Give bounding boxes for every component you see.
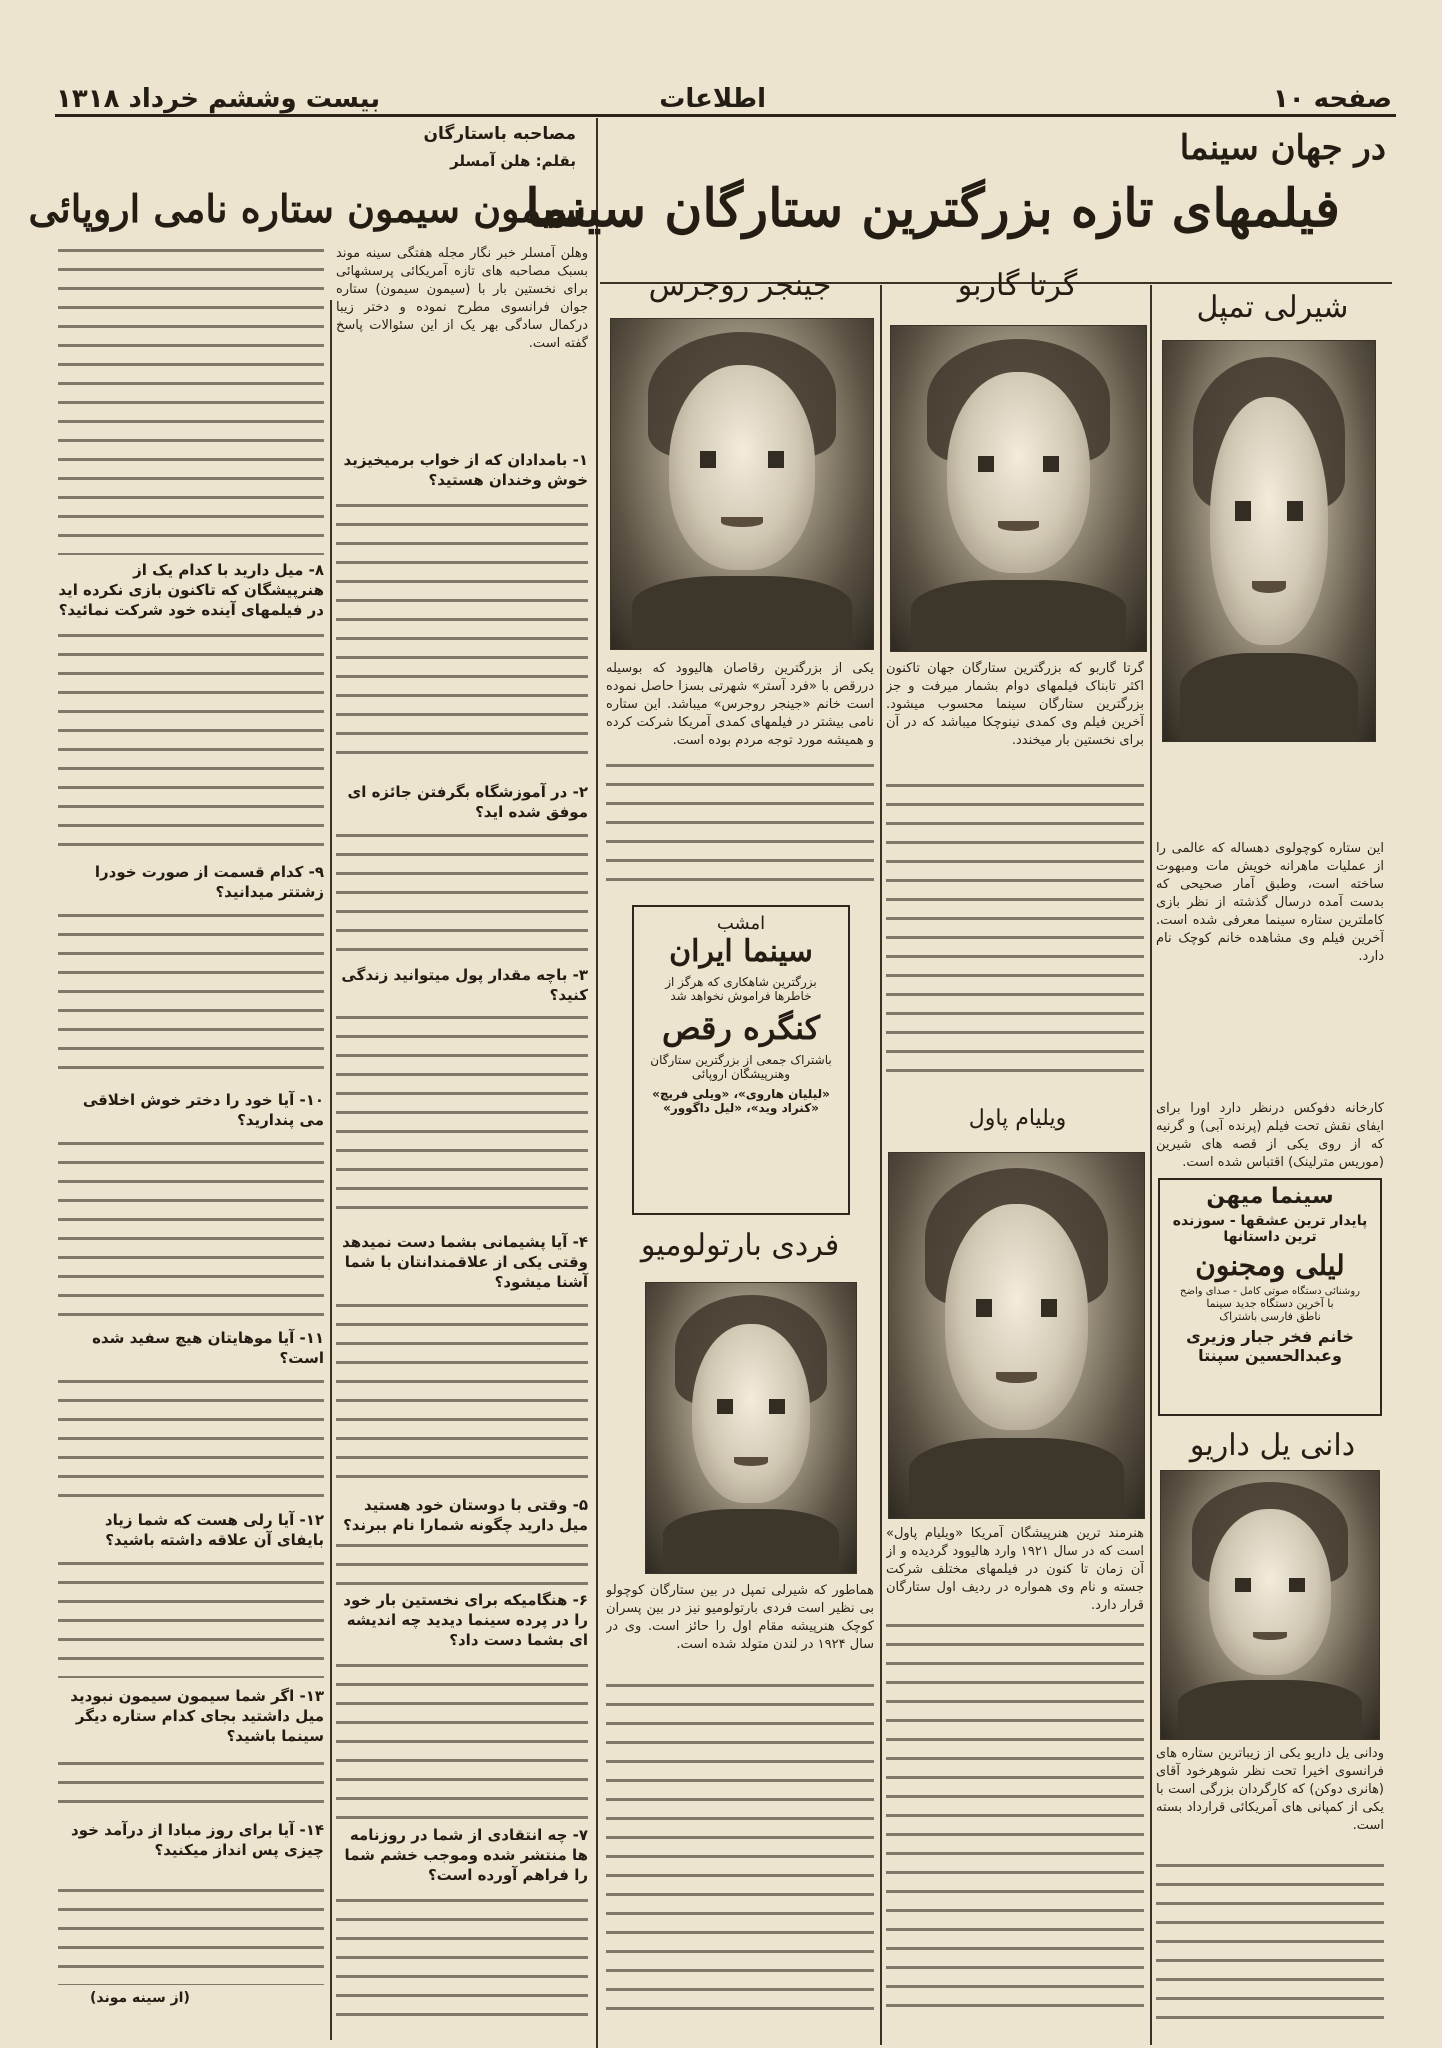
body-text: [336, 1540, 588, 1585]
ad-film-title: لیلی ومجنون: [1195, 1249, 1345, 1282]
body-text: [58, 1558, 324, 1678]
cinema-iran-advert: امشب سینما ایران بزرگترین شاهکاری که هرگز از خاطرها فراموش نخواهد شد کنگره رقص باشتراک جمعی از بزرگترین ستارگان وهنرپیشگان اروپائی «لیلیان هاروی»، «ویلی فریچ» «کنراد وید»، «لیل داگوور»: [632, 905, 850, 1215]
interview-question: ۹- کدام قسمت از صورت خودرا زشتتر میدانید؟: [94, 863, 324, 901]
column-divider: [330, 300, 332, 2040]
interview-intro: وهلن آمسلر خبر نگار مجله هفتگی سینه موند بسبک مصاحبه های تازه آمریکائی پرسشهائی برای نخستین بار با (سیمون سیمون) ستاره جوان فرانسوی مطرح نموده و دختر زیبا درکمال سادگی بهر یک از این سئوالات پاسخ گفته است.: [336, 246, 588, 351]
interview-question: ۴- آیا پشیمانی بشما دست نمیدهد وقتی یکی از علاقمندانتان با شما آشنا میشود؟: [342, 1233, 588, 1291]
ginger-rogers-photo: [610, 318, 874, 650]
body-text: [336, 1012, 588, 1222]
body-text: [336, 830, 588, 955]
danielle-darrieux-photo: [1160, 1470, 1380, 1740]
star-name-greta-garbo: گرتا گاربو: [957, 268, 1078, 303]
ad-cinema-name: سینما ایران: [669, 934, 813, 969]
interview-question: ۸- میل دارید با کدام یک از هنرپیشگان که تاکنون بازی نکرده اید در فیلمهای آینده خود شرکت نمائید؟: [58, 561, 324, 619]
interview-question: ۱۴- آیا برای روز مبادا از درآمد خود چیزی پس انداز میکنید؟: [71, 1821, 324, 1859]
interview-question: ۱۲- آیا رلی هست که شما زیاد بایفای آن علاقه داشته باشید؟: [104, 1511, 324, 1549]
star-name-freddie-bartholomew: فردی بارتولومیو: [640, 1228, 840, 1263]
cinema-mihan-advert: سینما میهن پایدار ترین عشقها - سوزنده ترین داستانها لیلی ومجنون روشنائی دستگاه صوتی کامل - صدای واضح با آخرین دستگاه جدید سینما ناطق فارسی باشتراک خانم فخر جبار وزیری وعبدالحسین سپنتا: [1158, 1178, 1382, 1416]
column-divider: [1150, 285, 1152, 2045]
body-text: [336, 1895, 588, 2025]
page-number: صفحه ۱۰: [1272, 84, 1392, 114]
danielle-darrieux-caption: ودانی یل داریو یکی از زیباترین ستاره های فرانسوی اخیرا تحت نظر شوهرخود آقای (هانری دوکن) که کارگردان بزرگی است با یکی از کمپانی های آمریکائی قرارداد بسته است.: [1156, 1746, 1384, 1833]
star-name-ginger-rogers: جینجر روجرس: [648, 268, 832, 303]
section-title: در جهان سینما: [1179, 128, 1386, 168]
freddie-bartholomew-photo: [645, 1282, 857, 1574]
body-text: [58, 1138, 324, 1323]
ad-tonight: امشب: [716, 913, 766, 934]
body-text: [336, 500, 588, 770]
william-powell-photo: [888, 1152, 1145, 1519]
shirley-temple-photo: [1162, 340, 1376, 742]
body-text: [58, 910, 324, 1085]
greta-garbo-caption: گرتا گاربو که بزرگترین ستارگان جهان تاکنون اکثر تابناک فیلمهای دوام بشمار میرفت و جز بزرگترین ستارگان سینما محسوب میشود. آخرین فیلم وی کمدی نینوچکا میباشد که در آن برای نخستین بار میخندد.: [886, 661, 1144, 748]
body-text: [886, 780, 1144, 1080]
newspaper-name: اطلاعات: [659, 84, 766, 114]
body-text: [58, 1758, 324, 1813]
interview-headline: سیمون سیمون ستاره نامی اروپائی: [28, 186, 586, 231]
shirley-temple-caption: این ستاره کوچولوی دهساله که عالمی را از عملیات ماهرانه خویش مات ومبهوت ساخته است، وطبق آمار صحیحی که بدست آمده درسال گذشته از نظر بازی کاملترین ستاره سینما معرفی شده است. آخرین فیلم وی مشاهده خانم کوچک نام دارد.: [1156, 841, 1384, 964]
interview-kicker: مصاحبه باستارگان: [423, 124, 576, 144]
masthead-rule: [55, 114, 1396, 117]
body-text: [606, 760, 874, 890]
body-text: [58, 245, 324, 555]
interview-question: ۱۳- اگر شما سیمون سیمون نبودید میل داشتید بجای کدام ستاره دیگر سینما باشید؟: [70, 1687, 324, 1745]
star-name-danielle-darrieux: دانی یل داریو: [1189, 1428, 1356, 1463]
body-text: [336, 1660, 588, 1820]
interview-question: ۵- وقتی با دوستان خود هستید میل دارید چگونه شمارا نام ببرند؟: [343, 1496, 588, 1534]
body-text: [886, 1620, 1144, 2010]
body-text: [58, 1885, 324, 1985]
column-divider: [596, 118, 598, 2048]
body-text: [58, 630, 324, 855]
issue-date: بیست وششم خرداد ۱۳۱۸: [56, 84, 381, 114]
column-divider: [880, 285, 882, 2045]
interview-question: ۶- هنگامیکه برای نخستین بار خود را در پرده سینما دیدید چه اندیشه ای بشما دست داد؟: [343, 1591, 588, 1649]
body-text: [1156, 1860, 1384, 2030]
interview-question: ۱۱- آیا موهایتان هیچ سفید شده است؟: [92, 1329, 324, 1367]
william-powell-caption: هنرمند ترین هنرپیشگان آمریکا «ویلیام پاول» است که در سال ۱۹۲۱ وارد هالیوود گردیده و از آن زمان تا کنون در فیلمهای مختلف شرکت جسته و نام وی همواره در ردیف اول ستارگان قرار دارد.: [886, 1526, 1144, 1613]
greta-garbo-photo: [890, 325, 1147, 652]
star-name-shirley-temple: شیرلی تمپل: [1196, 290, 1349, 325]
ad-cinema-name: سینما میهن: [1206, 1184, 1334, 1209]
ad-film-title: کنگره رقص: [661, 1009, 821, 1047]
interview-question: ۲- در آموزشگاه بگرفتن جائزه ای موفق شده اید؟: [347, 783, 588, 821]
section-headline: فیلمهای تازه بزرگترین ستارگان سینما: [525, 178, 1340, 239]
body-text: [58, 1376, 324, 1506]
ginger-rogers-caption: یکی از بزرگترین رقاصان هالیوود که بوسیله دررقص با «فرد آستر» شهرتی بسزا حاصل نموده است خانم «جینجر روجرس» میباشد. این ستاره نامی بیشتر در فیلمهای کمدی آمریکا شرکت کرده و همیشه مورد توجه مردم بوده است.: [606, 661, 874, 748]
freddie-bartholomew-caption: هماطور که شیرلی تمپل در بین ستارگان کوچولو بی نظیر است فردی بارتولومیو نیز در بین پسران کوچک هنرپیشه مقام اول را حائز است. وی در سال ۱۹۲۴ در لندن متولد شده است.: [606, 1583, 874, 1652]
interview-byline: بقلم: هلن آمسلر: [450, 152, 576, 170]
shirley-temple-caption-2: کارخانه دفوکس درنظر دارد اورا برای ایفای نقش تحت فیلم (پرنده آبی) و گرنیه که از روی یکی از قصه های شیرین (موریس مترلینک) اقتباس شده است.: [1156, 1101, 1384, 1170]
interview-signoff: (از سینه موند): [90, 1990, 190, 2006]
body-text: [606, 1680, 874, 2020]
star-name-william-powell: ویلیام پاول: [968, 1106, 1067, 1131]
interview-question: ۷- چه انتقادی از شما در روزنامه ها منتشر شده وموجب خشم شما را فراهم آورده است؟: [344, 1826, 588, 1884]
body-text: [336, 1300, 588, 1490]
interview-question: ۱- بامدادان که از خواب برمیخیزید خوش وخندان هستید؟: [343, 451, 588, 489]
interview-question: ۱۰- آیا خود را دختر خوش اخلاقی می پندارید؟: [82, 1091, 324, 1129]
interview-question: ۳- باچه مقدار پول میتوانید زندگی کنید؟: [341, 966, 588, 1004]
